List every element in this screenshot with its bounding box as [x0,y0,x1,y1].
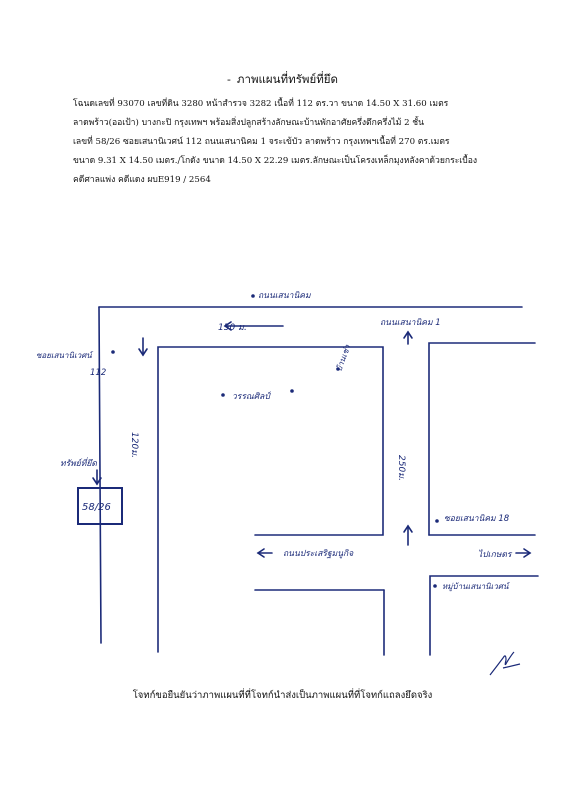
center-landmark-marker-2-icon [290,389,294,393]
right-road-top-label: ถนนเสนานิคม 1 [380,318,441,328]
village-marker-icon [433,584,437,588]
top-road-marker-icon [251,294,255,298]
distance-right-label: 250ม. [396,455,406,481]
deed-line-4: ขนาด 9.31 X 14.50 เมตร./โกดัง ขนาด 14.50 X 22.29 เมตร.ลักษณะเป็นโครงเหล็กมุงหลังคาด้วยกระเบื้อง [73,156,478,166]
center-landmark-marker-icon [221,393,225,397]
deed-line-5: คดีศาลแพ่ง คดีแดง ผบE919 / 2564 [73,175,211,185]
distance-left-label: 120ม. [129,432,139,458]
title-mark: - [227,72,231,86]
right-block-outline [429,343,535,535]
soi18-marker-icon [435,519,439,523]
center-landmark-label: วรรณศิลป์ [232,392,270,402]
rental-house-label: บ้านเช่า [334,343,353,373]
bottom-road-label: ถนนประเสริฐมนูกิจ [283,549,354,559]
top-road-label: ถนนเสนานิคม [258,291,311,301]
bottom-right-label: ไปเกษตร [478,550,512,560]
central-block-outline [158,347,383,652]
deed-line-2: ลาดพร้าว(ออเป้า) บางกะปิ กรุงเทพฯ พร้อมสิ่งปลูกสร้างลักษณะบ้านพักอาศัยครึ่งตึกครึ่งไม้ 2 ชั้น [73,118,425,128]
footer-statement: โจทก์ขอยืนยันว่าภาพแผนที่ที่โจทก์นำส่งเป็นภาพแผนที่ที่โจทก์แถลงยึดจริง [132,690,433,701]
left-soi-line [99,307,101,643]
distance-top-label: 150 ม. [218,323,247,333]
deed-line-1: โฉนดเลขที่ 93070 เลขที่ดิน 3280 หน้าสำรวจ 3282 เนื้อที่ 112 ตร.วา ขนาด 14.50 X 31.60 เมตร [73,99,449,109]
signature-mark [490,652,520,675]
target-house-number: 58/26 [82,502,111,513]
deed-line-3: เลขที่ 58/26 ซอยเสนานิเวศน์ 112 ถนนเสนานิคม 1 จระเข้บัว ลาดพร้าว กรุงเทพฯเนื้อที่ 270 ตร.เมตร [73,137,450,147]
target-note-label: ทรัพย์ที่ยึด [60,459,97,469]
right-soi-label: ซอยเสนานิคม 18 [444,514,510,524]
left-soi-number: 112 [90,368,107,378]
left-soi-label: ซอยเสนานิเวศน์ [36,351,92,360]
left-soi-marker-icon [111,350,115,354]
bottom-right-landmark-label: หมู่บ้านเสนานิเวศน์ [442,582,509,591]
document-title-text: ภาพแผนที่ทรัพย์ที่ยึด [236,72,338,86]
